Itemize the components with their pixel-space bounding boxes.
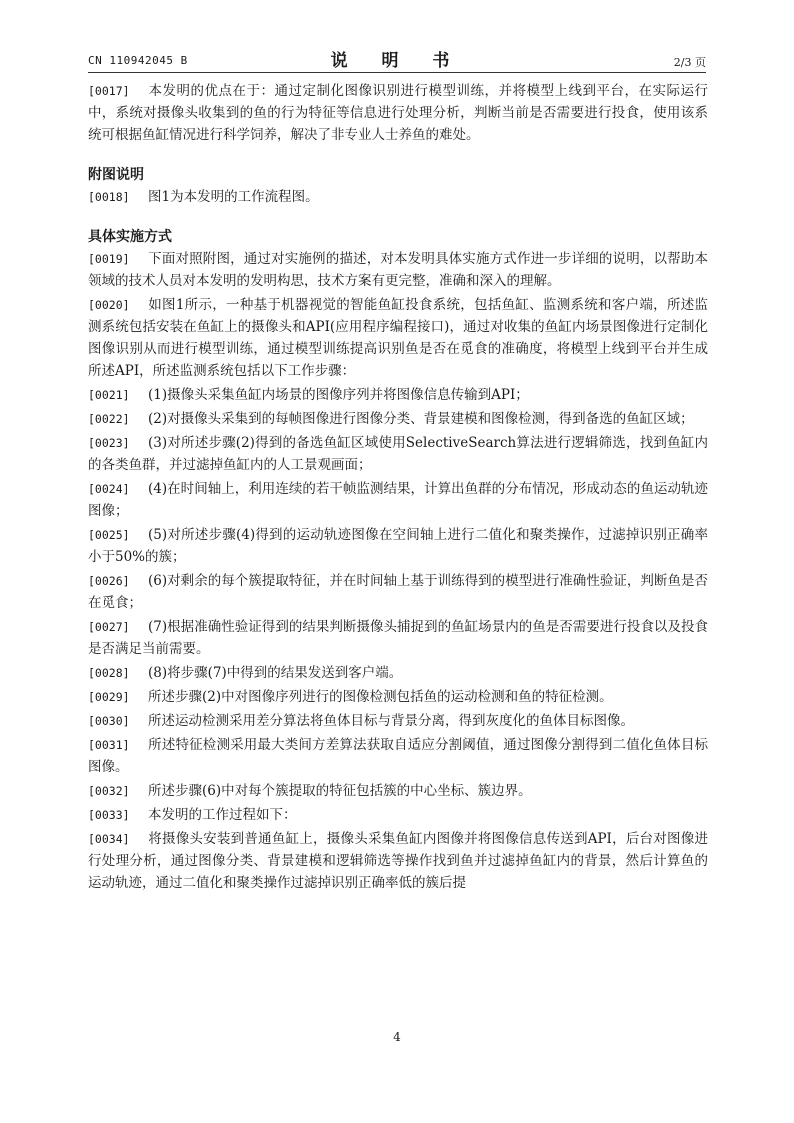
paragraph — [88, 294, 708, 382]
document-title: 说 明 书 — [330, 51, 464, 71]
paragraph-number: [0026] — [88, 574, 130, 588]
paragraph-text: (3)对所述步骤(2)得到的备选鱼缸区域使用SelectiveSearch算法进行逻辑筛选，找到鱼缸内的各类鱼群，并过滤掉鱼缸内的人工景观画面； — [88, 435, 708, 473]
paragraph-text: 图1为本发明的工作流程图。 — [148, 189, 319, 205]
patent-number: CN 110942045 B — [88, 54, 188, 67]
paragraph — [88, 828, 708, 894]
paragraph-text: (1)摄像头采集鱼缸内场景的图像序列并将图像信息传输到API； — [148, 387, 529, 403]
paragraph-text: (5)对所述步骤(4)得到的运动轨迹图像在空间轴上进行二值化和聚类操作，过滤掉识别正确率小于50%的簇； — [88, 527, 708, 565]
paragraph-text: 将摄像头安装到普通鱼缸上，摄像头采集鱼缸内图像并将图像信息传送到API，后台对图像进行处理分析，通过图像分类、背景建模和逻辑筛选等操作找到鱼并过滤掉鱼缸内的背景，然后计算鱼的运动轨迹，通过二值化和聚类操作过滤掉识别正确率低的簇后提 — [88, 831, 708, 891]
page-number: 4 — [393, 1030, 401, 1044]
paragraph — [88, 524, 708, 568]
paragraph-number: [0025] — [88, 528, 130, 542]
paragraph — [88, 570, 708, 614]
paragraph — [88, 186, 708, 208]
paragraph-text: 本发明的工作过程如下： — [148, 807, 297, 823]
paragraph — [88, 780, 708, 802]
paragraph-number: [0029] — [88, 690, 130, 704]
paragraph-number: [0020] — [88, 298, 130, 312]
section-heading-embodiment: 具体实施方式 — [88, 229, 172, 245]
paragraph — [88, 616, 708, 660]
paragraph — [88, 710, 708, 732]
paragraph — [88, 80, 708, 146]
figures-paragraphs — [88, 186, 708, 208]
paragraph-text: 所述步骤(6)中对每个簇提取的特征包括簇的中心坐标、簇边界。 — [148, 783, 532, 799]
paragraph — [88, 432, 708, 476]
paragraph-number: [0033] — [88, 808, 130, 822]
paragraph-number: [0018] — [88, 190, 130, 204]
paragraph-text: 所述特征检测采用最大类间方差算法获取自适应分割阈值，通过图像分割得到二值化鱼体目标图像。 — [88, 737, 708, 775]
paragraph — [88, 384, 708, 406]
paragraph-text: (2)对摄像头采集到的每帧图像进行图像分类、背景建模和图像检测，得到备选的鱼缸区域； — [148, 411, 694, 427]
paragraph — [88, 478, 708, 522]
paragraph-text: (7)根据准确性验证得到的结果判断摄像头捕捉到的鱼缸场景内的鱼是否需要进行投食以及投食是否满足当前需要。 — [88, 619, 708, 657]
paragraph-text: 所述运动检测采用差分算法将鱼体目标与背景分离，得到灰度化的鱼体目标图像。 — [148, 713, 634, 729]
paragraph-text: 本发明的优点在于：通过定制化图像识别进行模型训练，并将模型上线到平台，在实际运行中，系统对摄像头收集到的鱼的行为特征等信息进行处理分析，判断当前是否需要进行投食，使用该系统可根据鱼缸情况进行科学饲养，解决了非专业人士养鱼的难处。 — [88, 83, 708, 143]
paragraph-text: (4)在时间轴上，利用连续的若干帧监测结果，计算出鱼群的分布情况，形成动态的鱼运动轨迹图像； — [88, 481, 708, 519]
intro-paragraphs — [88, 80, 708, 146]
paragraph — [88, 248, 708, 292]
page-info: 2/3 页 — [673, 56, 706, 69]
section-heading-figures: 附图说明 — [88, 167, 144, 183]
paragraph-number: [0023] — [88, 436, 130, 450]
paragraph-number: [0021] — [88, 388, 130, 402]
paragraph-text: 如图1所示，一种基于机器视觉的智能鱼缸投食系统，包括鱼缸、监测系统和客户端，所述监测系统包括安装在鱼缸上的摄像头和API(应用程序编程接口)，通过对收集的鱼缸内场景图像进行定制化图像识别从而进行模型训练，通过模型训练提高识别鱼是否在觅食的准确度，将模型上线到平台并生成所述API，所述监测系统包括以下工作步骤： — [88, 297, 708, 379]
paragraph — [88, 804, 708, 826]
document-body — [88, 80, 708, 896]
paragraph-number: [0031] — [88, 738, 130, 752]
paragraph-text: 所述步骤(2)中对图像序列进行的图像检测包括鱼的运动检测和鱼的特征检测。 — [148, 689, 613, 705]
paragraph-number: [0022] — [88, 412, 130, 426]
paragraph-number: [0017] — [88, 84, 130, 98]
paragraph — [88, 734, 708, 778]
paragraph-number: [0028] — [88, 666, 130, 680]
paragraph-number: [0034] — [88, 832, 130, 846]
paragraph-text: (8)将步骤(7)中得到的结果发送到客户端。 — [148, 665, 403, 681]
paragraph-number: [0019] — [88, 252, 130, 266]
page-header — [88, 44, 706, 73]
paragraph-text: (6)对剩余的每个簇提取特征，并在时间轴上基于训练得到的模型进行准确性验证，判断鱼是否在觅食； — [88, 573, 708, 611]
paragraph-number: [0024] — [88, 482, 130, 496]
paragraph-number: [0027] — [88, 620, 130, 634]
paragraph — [88, 686, 708, 708]
paragraph-text: 下面对照附图，通过对实施例的描述，对本发明具体实施方式作进一步详细的说明，以帮助本领域的技术人员对本发明的发明构思，技术方案有更完整，准确和深入的理解。 — [88, 251, 708, 289]
paragraph — [88, 408, 708, 430]
paragraph — [88, 662, 708, 684]
paragraph-number: [0032] — [88, 784, 130, 798]
embodiment-paragraphs — [88, 248, 708, 894]
paragraph-number: [0030] — [88, 714, 130, 728]
